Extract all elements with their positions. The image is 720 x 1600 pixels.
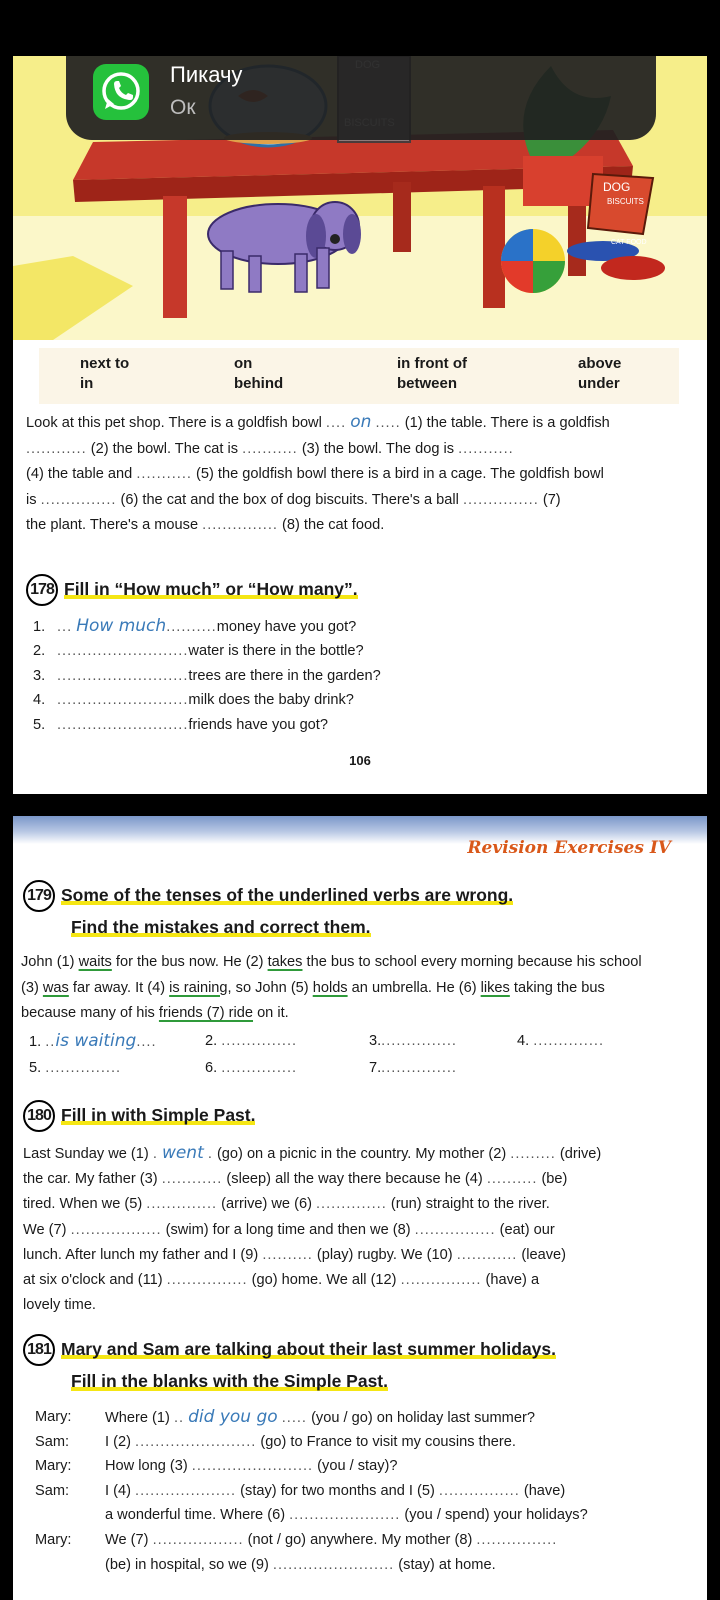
paragraph-line: We (7) .................. (swim) for a long time and then we (8) ................ (eat) our <box>23 1221 555 1238</box>
speaker: Mary: <box>35 1458 72 1475</box>
exercise-title: Fill in “How much” or “How many”. <box>64 578 358 599</box>
paragraph-line: tired. When we (5) .............. (arrive) we (6) .............. (run) straight to the river. <box>23 1196 550 1213</box>
dialogue-line: Sam: I (4) .................... (stay) for two months and I (5) ................ (have) <box>35 1479 695 1504</box>
exercise-178-heading <box>26 574 358 606</box>
answer-item: 6. ............... <box>205 1060 298 1076</box>
section-title: Revision Exercises IV <box>467 838 671 858</box>
exercise-title-line1: Some of the tenses of the underlined verbs are wrong. <box>61 885 514 905</box>
text: (5) the goldfish bowl there is a bird in a cage. The goldfish bowl <box>196 466 604 482</box>
text: (4) the table and <box>26 466 133 482</box>
word-option: next to <box>80 355 130 372</box>
text: (1) the table. There is a goldfish <box>404 415 610 431</box>
list-item <box>33 688 381 712</box>
whatsapp-notification[interactable] <box>66 56 656 140</box>
exercise-title-line2: Find the mistakes and correct them. <box>71 917 371 938</box>
item-number: 4. <box>33 692 46 709</box>
item-text: trees are there in the garden? <box>188 667 381 684</box>
exercise-180-text <box>23 1141 703 1318</box>
underlined-verb: waits <box>78 954 112 970</box>
paragraph-line <box>26 488 696 514</box>
paragraph-line <box>26 462 696 488</box>
speaker: Sam: <box>35 1482 70 1499</box>
blank-dots: ..... <box>375 415 401 431</box>
exercise-178-list <box>33 614 381 737</box>
blank-dots: ... <box>57 619 73 635</box>
word-option: under <box>578 375 620 392</box>
paragraph-line <box>26 513 696 539</box>
word-option: between <box>397 375 458 392</box>
paragraph-line: at six o'clock and (11) ................ (go) home. We all (12) ................ (have) a <box>23 1272 540 1289</box>
blank-dots: ............... <box>462 491 539 508</box>
notification-title: Пикачу <box>170 62 243 87</box>
list-item <box>33 713 381 737</box>
answer-item: 2. ............... <box>205 1033 298 1049</box>
underlined-verb: takes <box>267 954 303 970</box>
word-box <box>39 348 679 404</box>
text: is <box>26 491 37 508</box>
item-text: milk does the baby drink? <box>188 692 354 709</box>
exercise-number-badge: 180 <box>23 1100 55 1132</box>
text: (6) the cat and the box of dog biscuits. There's a ball <box>120 491 459 508</box>
dialogue-line: (be) in hospital, so we (9) ........................ (stay) at home. <box>105 1556 496 1573</box>
dialogue-line: a wonderful time. Where (6) ...................... (you / spend) your holidays? <box>105 1507 588 1524</box>
handwritten-answer: went <box>161 1143 204 1163</box>
dialogue-line: Mary: We (7) .................. (not / go) anywhere. My mother (8) ................ <box>35 1528 695 1553</box>
blank-dots: ............ <box>26 440 87 457</box>
underlined-verb: friends (7) ride <box>158 1005 254 1021</box>
underlined-verb: is raining <box>169 979 228 996</box>
paragraph-line: lunch. After lunch my father and I (9) .......... (play) rugby. We (10) ............ (leave) <box>23 1246 567 1263</box>
answer-item: 5. ............... <box>29 1060 122 1076</box>
paragraph-line: (3) was far away. It (4) is raining, so John (5) holds an umbrella. He (6) likes taking the bus <box>21 979 605 996</box>
underlined-verb: likes <box>480 979 510 996</box>
word-option: behind <box>234 375 284 392</box>
handwritten-answer: did you go <box>188 1407 278 1427</box>
blank-dots: ........... <box>458 440 514 457</box>
answer-item: 3................ <box>369 1033 457 1049</box>
pet-shop-paragraph <box>26 410 696 539</box>
paragraph-line: John (1) waits for the bus now. He (2) takes the bus to school every morning because his school <box>21 954 642 970</box>
exercise-181-heading <box>23 1334 556 1396</box>
exercise-title: Fill in with Simple Past. <box>61 1104 256 1125</box>
paragraph-line: the car. My father (3) ............ (sleep) all the way there because he (4) .......... (be) <box>23 1171 568 1188</box>
exercise-title-line1: Mary and Sam are talking about their last summer holidays. <box>61 1339 557 1359</box>
box-biscuits-label: BISCUITS <box>607 197 644 206</box>
cat-food-label: CAT FOOD <box>611 239 647 246</box>
notification-body: Ок <box>170 96 196 119</box>
list-item <box>33 664 381 688</box>
paragraph-line: Last Sunday we (1) . went . (go) on a picnic in the country. My mother (2) ......... (drive) <box>23 1143 602 1163</box>
exercise-number-badge: 178 <box>26 574 58 606</box>
blank-dots: ............... <box>202 517 278 533</box>
paragraph-line <box>26 410 696 437</box>
word-option: in front of <box>397 355 467 372</box>
answer-item: 1. ..is waiting.... <box>29 1031 157 1051</box>
item-text: friends have you got? <box>188 716 328 733</box>
speaker: Mary: <box>35 1532 72 1548</box>
handwritten-answer: is waiting <box>55 1031 137 1051</box>
handwritten-answer: on <box>350 412 372 432</box>
word-option: in <box>80 375 94 392</box>
exercise-number-badge: 181 <box>23 1334 55 1366</box>
item-text: water is there in the bottle? <box>188 643 364 660</box>
text: (2) the bowl. The cat is <box>90 440 239 457</box>
text: the plant. There's a mouse <box>26 517 199 533</box>
word-option: above <box>578 355 622 372</box>
exercise-number-badge: 179 <box>23 880 55 912</box>
text: (7) <box>542 491 561 508</box>
paragraph-line: lovely time. <box>23 1297 96 1314</box>
page-number: 106 <box>349 753 371 768</box>
paragraph-line <box>26 437 696 463</box>
exercise-179-text <box>21 950 701 1027</box>
answer-item: 7................ <box>369 1060 457 1076</box>
exercise-title-line2: Fill in the blanks with the Simple Past. <box>71 1371 388 1392</box>
exercise-179-heading <box>23 880 513 942</box>
item-number: 1. <box>33 619 46 635</box>
dialogue-line: Sam: I (2) ........................ (go) to France to visit my cousins there. <box>35 1430 695 1455</box>
handwritten-answer: How much <box>76 616 167 636</box>
paragraph-line: because many of his friends (7) ride on it. <box>21 1005 289 1021</box>
blank-dots: .......................... <box>57 667 189 684</box>
list-item <box>33 639 381 663</box>
whatsapp-icon <box>93 64 149 120</box>
blank-dots: .... <box>325 415 347 431</box>
dialogue-line: Mary: How long (3) ........................ (you / stay)? <box>35 1454 695 1479</box>
underlined-verb: holds <box>312 979 348 996</box>
speaker: Mary: <box>35 1409 72 1425</box>
item-number: 3. <box>33 667 46 684</box>
blank-dots: .......................... <box>57 643 189 660</box>
underlined-verb: was <box>42 979 69 996</box>
box-dog-label: DOG <box>603 180 631 194</box>
item-number: 2. <box>33 643 46 660</box>
exercise-180-heading <box>23 1100 255 1132</box>
text: (8) the cat food. <box>282 517 385 533</box>
blank-dots: .......... <box>166 619 217 635</box>
blank-dots: ........... <box>136 466 192 482</box>
word-option: on <box>234 355 253 372</box>
text: Look at this pet shop. There is a goldfish bowl <box>26 415 322 431</box>
item-number: 5. <box>33 716 46 733</box>
answer-item: 4. .............. <box>517 1033 604 1049</box>
list-item <box>33 614 381 639</box>
dialogue-line: Mary: Where (1) .. did you go ..... (you / go) on holiday last summer? <box>35 1405 695 1430</box>
blank-dots: ............... <box>40 491 117 508</box>
blank-dots: .......................... <box>57 716 189 733</box>
book-page-revision <box>13 816 707 1600</box>
text: (3) the bowl. The dog is <box>301 440 455 457</box>
blank-dots: .......................... <box>57 692 189 709</box>
speaker: Sam: <box>35 1433 70 1450</box>
exercise-181-dialogue <box>35 1405 695 1600</box>
item-text: money have you got? <box>216 619 357 635</box>
blank-dots: ........... <box>242 440 298 457</box>
book-page-106 <box>13 56 707 794</box>
